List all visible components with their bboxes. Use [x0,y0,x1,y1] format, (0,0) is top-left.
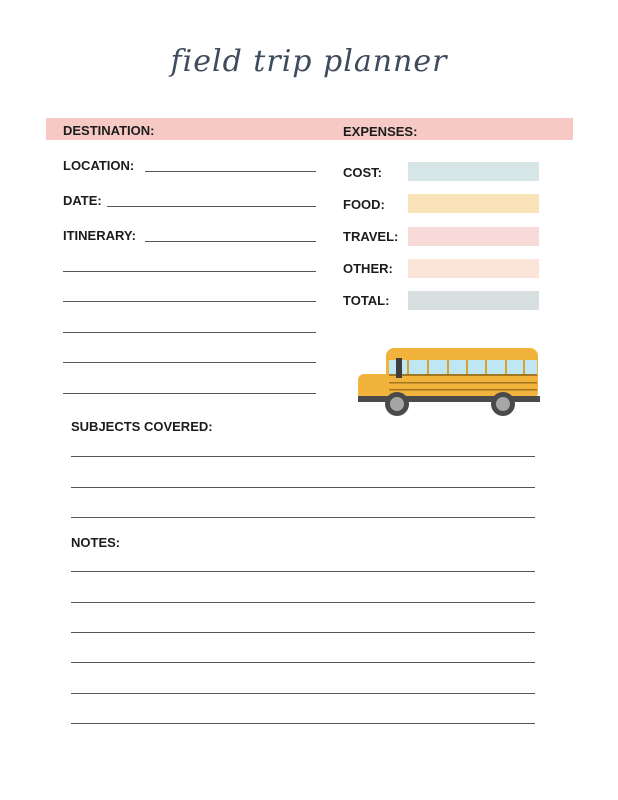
date-label: DATE: [63,193,102,208]
notes-line[interactable] [71,571,535,572]
notes-line[interactable] [71,602,535,603]
subjects-line[interactable] [71,456,535,457]
travel-field[interactable] [408,227,539,246]
subjects-line[interactable] [71,517,535,518]
subjects-header: SUBJECTS COVERED: [71,419,213,434]
school-bus-icon [356,344,542,420]
date-field[interactable] [107,206,316,207]
itinerary-line[interactable] [63,362,316,363]
notes-header: NOTES: [71,535,121,550]
notes-line[interactable] [71,723,535,724]
food-field[interactable] [408,194,539,213]
cost-field[interactable] [408,162,539,181]
location-label: LOCATION: [63,158,135,173]
itinerary-field[interactable] [145,241,316,242]
itinerary-label: ITINERARY: [63,228,136,243]
itinerary-line[interactable] [63,332,316,333]
expenses-header: EXPENSES: [343,124,418,139]
other-label: OTHER: [343,261,393,276]
location-field[interactable] [145,171,316,172]
notes-line[interactable] [71,662,535,663]
food-label: FOOD: [343,197,385,212]
itinerary-line[interactable] [63,393,316,394]
travel-label: TRAVEL: [343,229,399,244]
subjects-line[interactable] [71,487,535,488]
total-label: TOTAL: [343,293,390,308]
page-title: field trip planner [170,44,448,79]
destination-header: DESTINATION: [63,123,155,138]
other-field[interactable] [408,259,539,278]
cost-label: COST: [343,165,382,180]
total-field[interactable] [408,291,539,310]
itinerary-line[interactable] [63,271,316,272]
notes-line[interactable] [71,632,535,633]
itinerary-line[interactable] [63,301,316,302]
notes-line[interactable] [71,693,535,694]
